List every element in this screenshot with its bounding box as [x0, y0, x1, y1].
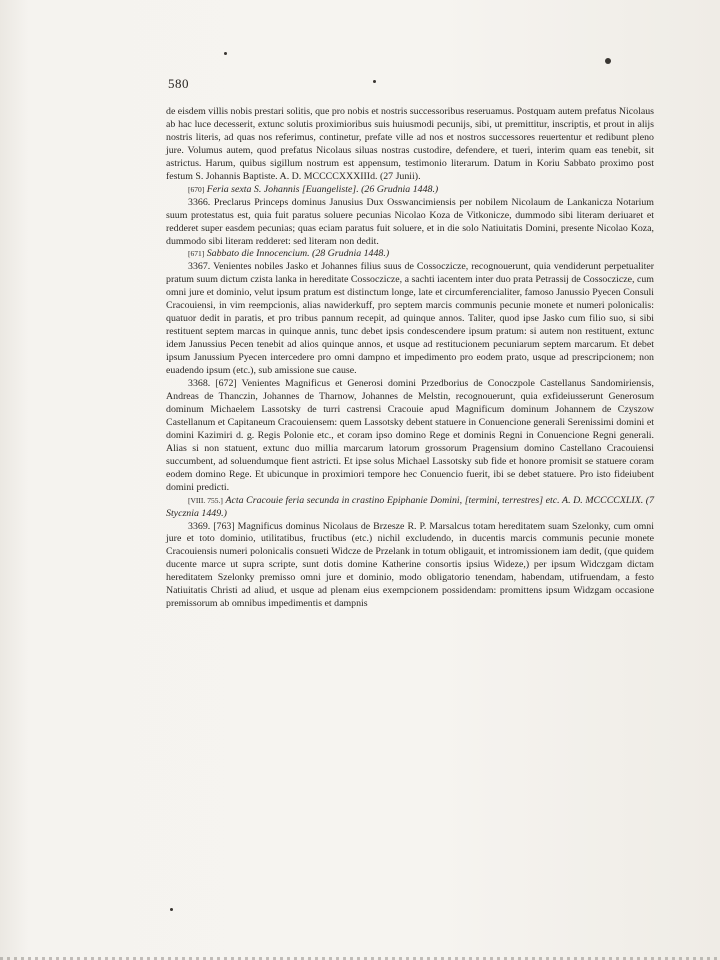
ink-speck: [605, 58, 611, 64]
heading-text: Feria sexta S. Johannis [Euangeliste]. (26 Grudnia 1448.): [206, 183, 439, 195]
paragraph: 3366. Preclarus Princeps dominus Janusius Dux Osswancimiensis per nobilem Nicolaum de Lankanicza Notarium suum protestatus est, quia fuit paratus soluere pecunias Nicolao Koza de Vitkonicze, dummodo sibi literam deriuaret et redderet super easdem pecunias; quas eciam paratus fuit soluere, et in die solo Natiuitatis Domini, presente Nicolao Koza, dummodo sibi literam redderet: sed literam non dedit.: [166, 196, 654, 247]
section-heading: [166, 184, 654, 197]
entry-reference: [670]: [188, 184, 205, 194]
entry-reference: [671]: [188, 249, 205, 259]
paragraph: de eisdem villis nobis prestari solitis, que pro nobis et nostris successoribus reseruamus. Postquam autem prefatus Nicolaus ab hac luce decesserit, extunc solutis proximioribus suis huiusmodi pecunijs, sibi, ut premittitur, inscriptis, et prout in alijs nostris literis, ad quas nos referimus, continetur, prefate ville ad nos et nostros successores reuertentur et redibunt pleno jure. Volumus autem, quod prefatus Nicolaus siluas nostras custodire, defendere, et tueri, interim quam eas tenebit, sit astrictus. Harum, quibus sigillum nostrum est appensum, testimonio literarum. Datum in Koriu Sabbato proximo post festum S. Johannis Baptiste. A. D. MCCCCXXXIIId. (27 Junii).: [166, 106, 654, 182]
body-text: [166, 106, 654, 611]
paragraph: 3368. [672] Venientes Magnificus et Generosi domini Przedborius de Conoczpole Castellanus Sandomiriensis, Andreas de Thanczin, Johannes de Tharnow, Johannes de Melstin, recognouerunt, quia exfideiusserunt Generosum dominum Michaelem Lassotsky de turri castrensi Cracouie apud Magnificum dominum Johannem de Czyszow Castellanum et Capitaneum Cracouiensem: quem Lassotsky debent statuere in Conuencione generali Serenissimi domini et domini Kazimiri d. g. Regis Polonie etc., et coram ipso domino Rege et dominis Regni in Conuencione Regni generali. Alias si non statuent, extunc duo millia marcarum latorum grossorum Pragensium domino Castellano Cracouiensi succumbent, ad soluendumque fient astricti. Et ipse solus Michael Lassotsky sub fide et honore promisit se statuere coram eodem domino Rege. Et ubicunque in proximiori tempore hec Conuencio fuerit, ibi se debet statuere. Pro isto fideiubent domini predicti.: [166, 378, 654, 493]
paragraph: 3369. [763] Magnificus dominus Nicolaus de Brzesze R. P. Marsalcus totam hereditatem suam Szelonky, cum omni jure et toto dominio, utilitatibus, fructibus (etc.) nichil excludendo, in ducentis marcis communis pecunie monete Cracouiensis numeri polonicalis consueti Widcze de Przelank in totum obligauit, et intromissionem iam dedit, (que quidem ducente marce ut supra scripte, sunt dotis domine Katherine consortis ipsius Wideze,) per ipsum Widczgam dictam hereditatem Szelonky premisso omni jure et dominio, modo obligatorio tenendam, habendam, utifruendam, a festo Natiuitatis Christi ad aliud, et usque ad plenam eius exempcionem possidendam: promittens ipsum Widzgam occasione premissorum ab omnibus impedimentis et dampnis: [166, 520, 654, 610]
section-heading: [166, 495, 654, 521]
paragraph: 3367. Venientes nobiles Jasko et Johannes filius suus de Cossoczicze, recognouerunt, quia vendiderunt perpetualiter pratum suum dictum czista lanka in hereditate Cossoczicze, a sachti iacentem inter duo prata Petrassij de Cossoczicze, cum omni jure et dominio, velut ipsum pratum est distinctum longe, late et circumferencialiter, famoso Janussio Pyecen Consuli Cracouiensi, in vim reempcionis, alias nawiderkuff, pro septem marcis communis pecunie monete et numeri polonicalis: quatuor dedit in paratis, et pro tribus pannum recepit, ad quinque annos. Taliter, quod ipse Jasko cum filio suo, si sibi restituent septem marcas in quinque annis, tunc debet ipsis condescendere ipsum pratum: si autem non restituent, extunc idem Janussius Pecen tenebit ad alios quinque annos, et usque ad restitucionem pecuniarum septem marcarum. Et debet ipsum Janussium Pyecen intercedere pro omni dampno et impedimento pro eodem prato, usque ad prescripcionem; non euadendo ipsum (etc.), sub amissione sue cause.: [166, 261, 654, 377]
page-number: 580: [168, 76, 189, 91]
ink-speck: [373, 80, 376, 83]
entry-reference: [VIII. 755.]: [188, 495, 223, 505]
ink-speck: [224, 52, 227, 55]
heading-text: Sabbato die Innocencium. (28 Grudnia 1448.): [206, 248, 390, 260]
ink-speck: [170, 908, 173, 911]
section-heading: [166, 248, 654, 261]
heading-text: Acta Cracouie feria secunda in crastino Epiphanie Domini, [termini, terrestres] etc. A. D. MCCCCXLIX. (7 Stycznia 1449.): [166, 494, 655, 519]
